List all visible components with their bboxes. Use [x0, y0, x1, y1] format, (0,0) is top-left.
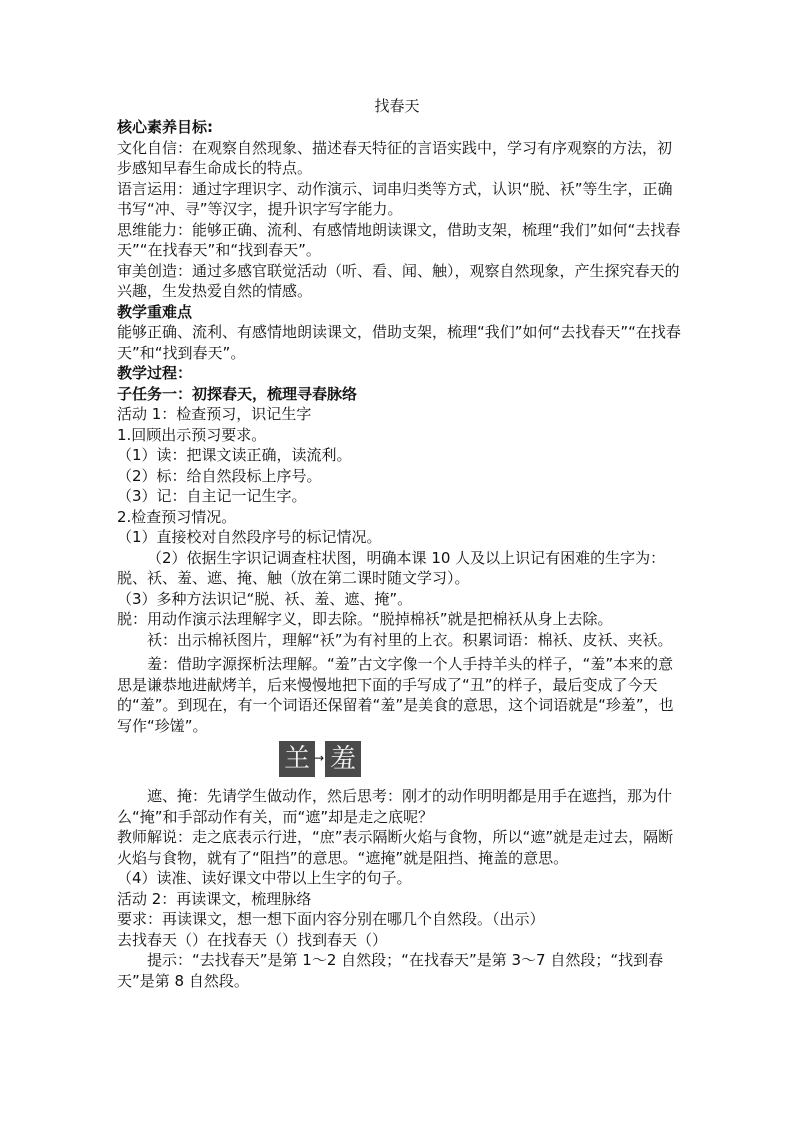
activity-2-blanks: 去找春天（）在找春天（）找到春天（） — [117, 930, 388, 949]
process-heading: 教学过程： — [117, 364, 193, 382]
modern-xiu-glyph: 羞 — [325, 741, 361, 777]
key-points-heading: 教学重难点 — [117, 302, 193, 321]
step-2: 2.检查预习情况。 — [117, 507, 237, 526]
arrow-icon: → — [314, 751, 325, 765]
char-ao: 袄：出示棉袄图片，理解“袄”为有衬里的上衣。积累词语：棉袄、皮袄、夹袄。 — [147, 630, 673, 649]
char-xiu: 羞：借助字源探析法理解。“羞”古文字像一个人手持羊头的样子，“羞”本来的意思是谦恭地进献烤羊，后来慢慢地把下面的手写成了“丑”的样子，最后变成了今天的“羞”。到现在，有一个词语还保留着“羞”是美食的意思，这个词语就是“珍羞”，也写作“珍馐”。 — [117, 655, 674, 735]
step-1-memorize: （3）记：自主记一记生字。 — [117, 487, 307, 505]
activity-2-hint: 提示：“去找春天”是第 1～2 自然段；“在找春天”是第 3～7 自然段；“找到春天”是第 8 自然段。 — [117, 951, 664, 990]
teacher-explanation: 教师解说：走之底表示行进，“庶”表示隔断火焰与食物，所以“遮”就是走过去，隔断火焰与食物，就有了“阻挡”的意思。“遮掩”就是阻挡、掩盖的意思。 — [117, 828, 674, 867]
goal-thinking: 思维能力：能够正确、流利、有感情地朗读课文，借助支架，梳理“我们”如何“去找春天”“在找春天”和“找到春天”。 — [117, 220, 681, 259]
char-tuo: 脱：用动作演示法理解字义，即去除。“脱掉棉袄”就是把棉袄从身上去除。 — [117, 610, 613, 628]
subtask-1-heading: 子任务一：初探春天，梳理寻春脉络 — [117, 384, 358, 403]
document-body — [117, 117, 683, 991]
step-2-check: （1）直接校对自然段序号的标记情况。 — [117, 528, 382, 546]
goal-language: 语言运用：通过字理识字、动作演示、词串归类等方式，认识“脱、袄”等生字，正确书写“冲、寻”等汉字，提升识字写字能力。 — [117, 179, 673, 218]
step-1: 1.回顾出示预习要求。 — [117, 425, 267, 444]
activity-2-requirement: 要求：再读课文，想一想下面内容分别在哪几个自然段。（出示） — [117, 910, 545, 928]
goals-heading: 核心素养目标: — [117, 118, 213, 136]
glyph-evolution-figure — [117, 736, 683, 786]
step-1-mark: （2）标：给自然段标上序号。 — [117, 466, 322, 485]
step-2-methods: （3）多种方法识记“脱、袄、羞、遮、掩”。 — [117, 589, 413, 608]
step-2-read-sentences: （4）读准、读好课文中带以上生字的句子。 — [117, 869, 412, 887]
step-1-read: （1）读：把课文读正确，读流利。 — [117, 446, 352, 464]
goal-culture: 文化自信：在观察自然现象、描述春天特征的言语实践中，学习有序观察的方法，初步感知早春生命成长的特点。 — [117, 138, 673, 177]
ancient-xiu-glyph: 𦍌 — [279, 741, 315, 777]
activity-1-heading: 活动 1：检查预习，识记生字 — [117, 405, 312, 423]
activity-2-heading: 活动 2：再读课文，梳理脉络 — [117, 889, 312, 908]
goal-aesthetic: 审美创造：通过多感官联觉活动（听、看、闻、触），观察自然现象，产生探究春天的兴趣，生发热爱自然的情感。 — [117, 261, 680, 300]
key-points-text: 能够正确、流利、有感情地朗读课文，借助支架，梳理“我们”如何“去找春天”“在找春天”和“找到春天”。 — [117, 323, 681, 362]
document-title: 找春天 — [374, 97, 420, 115]
step-2-survey: （2）依据生字识记调查柱状图，明确本课 10 人及以上识记有困难的生字为：脱、袄、羞、遮、掩、触（放在第二课时随文学习）。 — [117, 548, 666, 587]
char-zhe-yan: 遮、掩：先请学生做动作，然后思考：刚才的动作明明都是用手在遮挡，那为什么“掩”和手部动作有关，而“遮”却是走之底呢？ — [117, 787, 673, 826]
